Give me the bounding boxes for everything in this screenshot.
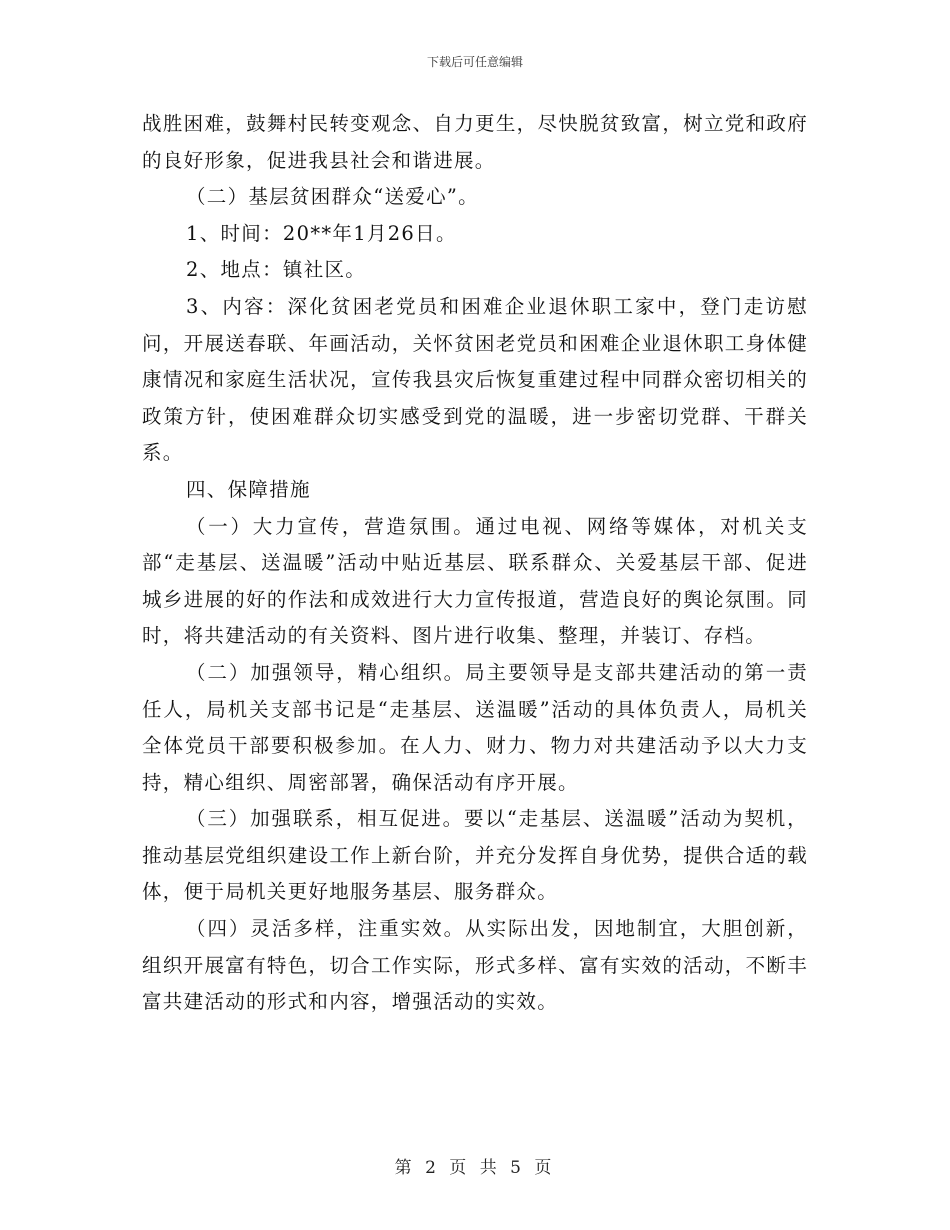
paragraph-location: 2、地点：镇社区。 xyxy=(186,258,367,282)
page-header: 下载后可任意编辑 xyxy=(426,55,523,69)
paragraph-measure-1: （一）大力宣传，营造氛围。通过电视、网络等媒体，对机关支部“走基层、送温暖”活动中贴近基层、联系群众、关爱基层干部、促进城乡进展的好的作法和成效进行大力宣传报道，营造良好的舆论氛围。同时，将共建活动的有关资料、图片进行收集、整理，并装订、存档。 xyxy=(142,514,808,648)
page-footer: 第 2 页 共 5 页 xyxy=(394,1158,556,1178)
document-body xyxy=(142,106,808,1021)
paragraph-measure-2: （二）加强领导，精心组织。局主要领导是支部共建活动的第一责任人，局机关支部书记是“走基层、送温暖”活动的具体负责人，局机关全体党员干部要积极参加。在人力、财力、物力对共建活动予以大力支持，精心组织、周密部署，确保活动有序开展。 xyxy=(142,660,808,794)
subsection-heading: （二）基层贫困群众“送爱心”。 xyxy=(186,185,479,209)
paragraph-measure-3: （三）加强联系，相互促进。要以“走基层、送温暖”活动为契机，推动基层党组织建设工作上新台阶，并充分发挥自身优势，提供合适的载体，便于局机关更好地服务基层、服务群众。 xyxy=(142,807,808,904)
section-heading: 四、保障措施 xyxy=(186,477,311,501)
paragraph-content: 3、内容：深化贫困老党员和困难企业退休职工家中，登门走访慰问，开展送春联、年画活动，关怀贫困老党员和困难企业退休职工身体健康情况和家庭生活状况，宣传我县灾后恢复重建过程中同群众密切相关的政策方针，使困难群众切实感受到党的温暖，进一步密切党群、干群关系。 xyxy=(142,294,808,465)
paragraph-continuation: 战胜困难，鼓舞村民转变观念、自力更生，尽快脱贫致富，树立党和政府的良好形象，促进我县社会和谐进展。 xyxy=(142,112,808,172)
paragraph-time: 1、时间：20**年1月26日。 xyxy=(186,221,457,245)
paragraph-measure-4: （四）灵活多样，注重实效。从实际出发，因地制宜，大胆创新，组织开展富有特色，切合工作实际，形式多样、富有实效的活动，不断丰富共建活动的形式和内容，增强活动的实效。 xyxy=(142,917,808,1014)
